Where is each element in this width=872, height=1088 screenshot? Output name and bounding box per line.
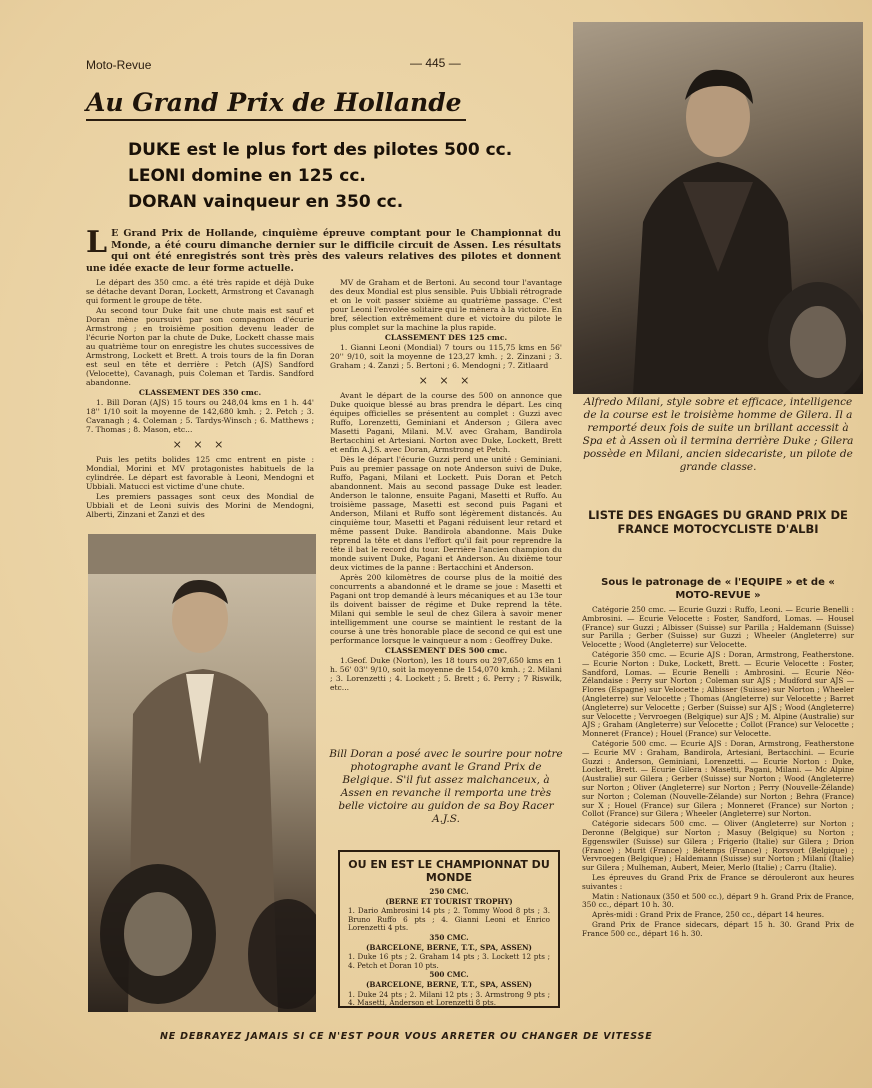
col1-paragraph: Le départ des 350 cmc. a été très rapide et déjà Duke se détache devant Doran, Lockett, Armstrong et Cavanagh qui forment le groupe de tête. — [86, 278, 314, 305]
champ-events: (BERNE ET TOURIST TROPHY) — [385, 896, 513, 906]
liste-engages — [582, 606, 854, 939]
caption-doran: Bill Doran a posé avec le sourire pour notre photographe avant le Grand Prix de Belgique. S'il fut assez malchanceux, à Assen en revanche il remporta une très belle victoire au guidon de sa Boy Racer A.J.S. — [329, 748, 563, 825]
col2-paragraph: MV de Graham et de Bertoni. Au second tour l'avantage des deux Mondial est plus sensible. Puis Ubbiali rétrograde et on le voit passer sixième au quatrième passage. C'est pour Leoni l'envolée solitaire qui le mènera à la victoire. En bref, sélection extrêmement dure et victoire du pilote le plus complet sur la machine la plus rapide. — [330, 278, 562, 332]
championnat-box — [338, 850, 560, 1008]
photo-milani — [573, 22, 863, 394]
photo-doran — [88, 534, 316, 1012]
headlines — [128, 137, 568, 215]
liste-title: LISTE DES ENGAGES DU GRAND PRIX DE FRANCE MOTOCYCLISTE D'ALBI — [588, 508, 848, 536]
champ-results: 1. Duke 16 pts ; 2. Graham 14 pts ; 3. Lockett 12 pts ; 4. Petch et Doran 10 pts. — [348, 952, 550, 970]
col1-paragraph: Au second tour Duke fait une chute mais est sauf et Doran mène poursuivi par son compagnon d'écurie Armstrong ; en troisième position devenu leader de l'écurie Norton par la chute de Duke, Lockett chasse mais au quatrième tour on enregistre les chutes successives de Armstrong, Lockett et Brett. A trois tours de la fin Doran est seul en tête et derrière : Petch (AJS) Sandford (Velocette), Cavanagh, puis Coleman et Tardis. Sandford abandonne. — [86, 306, 314, 387]
headline-doran: DORAN vainqueur en 350 cc. — [128, 192, 404, 212]
liste-paragraph: Catégorie 250 cmc. — Ecurie Guzzi : Ruffo, Leoni. — Ecurie Benelli : Ambrosini. — Ecurie Velocette : Foster, Sandford, Lomas. — Housel (France) sur Guzzi ; Albisser (Suisse) sur Parilla ; Haldemann (Suisse) sur Parilla ; Gerber (Suisse) sur Guzzi ; Wheeler (Angleterre) sur Velocette ; Wood (Angleterre) sur Velocette. — [582, 605, 854, 650]
champ-results: 1. Dario Ambrosini 14 pts ; 2. Tommy Wood 8 pts ; 3. Bruno Ruffo 6 pts ; 4. Gianni Leoni et Enrico Lorenzetti 4 pts. — [348, 906, 550, 933]
champ-category: 350 CMC. — [429, 932, 469, 942]
championnat-title: OU EN EST LE CHAMPIONNAT DU MONDE — [348, 858, 550, 884]
intro-text: E Grand Prix de Hollande, cinquième épreuve comptant pour le Championnat du Monde, a été couru dimanche dernier sur le difficile circuit de Assen. Les résultats qui ont été enregistrés sont très près des valeurs relatives des pilotes et donnent une idée exacte de leur forme actuelle. — [86, 228, 561, 274]
liste-paragraph: Catégorie 500 cmc. — Ecurie AJS : Doran, Armstrong, Featherstone — Ecurie MV : Graham, Bandirola, Artesiani, Bertacchini. — Ecurie Guzzi : Anderson, Geminiani, Lorenzetti. — Ecurie Norton : Duke, Lockett, Brett. — Ecurie Gilera : Masetti, Pagani, Milani. — Mc Alpine (Australie) sur Gilera ; Gerber (Suisse) sur Norton ; Wood (Angleterre) sur Norton ; Oliver (Angleterre) sur Norton ; Perry (Nouvelle-Zélande) sur Norton ; Coleman (Nouvelle-Zélande) sur Norton ; Behra (France) sur X ; Houel (France) sur Gilera ; Monneret (France) sur Norton ; Collot (France) sur Gilera ; Wheeler (Angleterre) sur Norton. — [582, 738, 854, 819]
liste-paragraph: Catégorie 350 cmc. — Ecurie AJS : Doran, Armstrong, Featherstone. — Ecurie Norton : Duke, Lockett, Brett. — Ecurie Velocette : Foster, Sandford, Lomas. — Ecurie Benelli : Ambrosini. — Ecurie Néo-Zélandaise : Perry sur Norton ; Coleman sur AJS ; Mudford sur AJS — Flores (Espagne) sur Velocette ; Albisser (Suisse) sur Norton ; Wheeler (Angleterre) sur Velocette ; Thomas (Angleterre) sur Velocette ; Barret (Angleterre) sur Velocette ; Gerber (Suisse) sur AJS ; Wood (Angleterre) sur Velocette ; Vervroegen (Belgique) sur AJS ; M. Alpine (Australie) sur AJS ; Graham (Angleterre) sur Velocette ; Collot (France) sur Velocette ; Monneret (France) ; Houel (France) sur Velocette. — [582, 649, 854, 739]
separator: × × × — [418, 374, 474, 387]
class350-title: CLASSEMENT DES 350 cmc. — [138, 388, 262, 397]
photo-milani-figure — [573, 22, 863, 394]
intro-paragraph — [86, 225, 561, 274]
liste-paragraph: Catégorie sidecars 500 cmc. — Oliver (Angleterre) sur Norton ; Deronne (Belgique) sur Norton ; Masuy (Belgique) su Norton ; Eggenswiler (Suisse) sur Gilera ; Frigerio (Italie) sur Gilera ; Drion (France) ; Murit (France) ; Bétemps (France) ; Rorsvort (Belgique) ; Vervroegen (Belgique) ; Haldemann (Suisse) sur Norton ; Milani (Italie) sur Gilera ; Mulheman, Aubert, Meier, Merlo (Italie) ; Carru (Italie). — [582, 819, 854, 873]
footer-slogan: NE DEBRAYEZ JAMAIS SI CE N'EST POUR VOUS ARRETER OU CHANGER DE VITESSE — [160, 1031, 653, 1042]
photo-doran-figure — [88, 534, 316, 1012]
class350-results: 1. Bill Doran (AJS) 15 tours ou 248,04 kms en 1 h. 44' 18'' 1/10 soit la moyenne de 142,680 kmh. ; 2. Petch ; 3. Cavanagh ; 4. Coleman ; 5. Tardys-Winsch ; 6. Matthews ; 7. Thomas ; 8. Mason, etc... — [86, 398, 314, 434]
champ-events: (BARCELONE, BERNE, T.T., SPA, ASSEN) — [366, 942, 532, 952]
champ-events: (BARCELONE, BERNE, T.T., SPA, ASSEN) — [366, 979, 532, 989]
caption-milani: Alfredo Milani, style sobre et efficace, intelligence de la course est le troisième homme de Gilera. Il a remporté deux fois de suite un brillant accessit à Spa et à Assen où il termina derrière Duke ; Gilera possède en Milani, ancien sidecariste, un pilote de grande classe. — [582, 396, 854, 473]
column-1 — [86, 278, 314, 520]
liste-paragraph: Matin : Nationaux (350 et 500 cc.), départ 9 h. Grand Prix de France, 350 cc., départ 10 h. 30. — [582, 891, 854, 910]
class125-results: 1. Gianni Leoni (Mondial) 7 tours ou 115,75 kms en 56' 20'' 9/10, soit la moyenne de 123,27 kmh. ; 2. Zinzani ; 3. Graham ; 4. Zanzi ; 5. Bertoni ; 6. Mendogni ; 7. Zitlaard — [330, 343, 562, 370]
champ-category: 250 CMC. — [429, 887, 469, 896]
dropcap: L — [86, 225, 108, 260]
liste-paragraph: Grand Prix de France sidecars, départ 15 h. 30. Grand Prix de France 500 cc., départ 16 h. 30. — [582, 919, 854, 938]
col2-paragraph: Après 200 kilomètres de course plus de la moitié des concurrents a abandonné et le drame se joue : Masetti et Pagani ont trop demandé à leurs mécaniques et au 13e tour ils doivent baisser de régime et Duke reprend la tête. Milani qui semble le seul de chez Gilera à savoir mener intelligemment une course se maintient le restant de la course à une très honorable place de second ce qui est une performance lorsque le vainqueur a nom : Geoffrey Duke. — [330, 573, 562, 645]
headline-leoni: LEONI domine en 125 cc. — [128, 166, 366, 186]
col1-paragraph: Puis les petits bolides 125 cmc entrent en piste : Mondial, Morini et MV protagonistes habituels de la cylindrée. Le départ est favorable à Leoni, Mendogni et Ubbiali. Matucci est victime d'une chute. — [86, 455, 314, 491]
col2-paragraph: Dès le départ l'écurie Guzzi perd une unité : Geminiani. Puis au premier passage on note Anderson suivi de Duke, Ruffo, Pagani, Milani et Lockett. Puis Doran et Petch abandonnent. Mais au second passage Duke est leader. Anderson le talonne, ensuite Pagani, Masetti et Ruffo. Au troisième passage, Masetti est second puis Pagani et Anderson, Milani et Ruffo sont légèrement distancés. Au cinquième tour, Masetti et Pagani réduisent leur retard et même passent Duke. Bandirola abandonne. Mais Duke reprend la tête et dans l'effort qu'il fait pour reprendre la tête il bat le record du tour. Derrière l'ancien champion du monde suivent Duke, Pagani et Anderson. Au dixième tour deux victimes de la panne : Bertacchini et Anderson. — [330, 455, 562, 572]
headline-duke: DUKE est le plus fort des pilotes 500 cc. — [128, 140, 513, 160]
column-2 — [330, 278, 562, 693]
liste-patronage: Sous le patronage de « l'EQUIPE » et de « MOTO-REVUE » — [601, 577, 835, 601]
class125-title: CLASSEMENT DES 125 cmc. — [384, 333, 508, 342]
champ-results: 1. Duke 24 pts ; 2. Milani 12 pts ; 3. Armstrong 9 pts ; 4. Masetti, Anderson et Lorenzetti 8 pts. — [348, 989, 550, 1008]
liste-paragraph: Après-midi : Grand Prix de France, 250 cc., départ 14 heures. — [592, 910, 825, 920]
magazine-name: Moto-Revue — [86, 58, 152, 72]
class500-results: 1.Geof. Duke (Norton), les 18 tours ou 297,650 kms en 1 h. 56' 03'' 9/10, soit la moyenne de 154,070 kmh. ; 2. Milani ; 3. Lorenzetti ; 4. Lockett ; 5. Brett ; 6. Perry ; 7 Riswilk, etc... — [330, 656, 562, 692]
champ-category: 500 CMC. — [429, 970, 469, 980]
class500-title: CLASSEMENT DES 500 cmc. — [384, 646, 508, 655]
liste-paragraph: Les épreuves du Grand Prix de France se dérouleront aux heures suivantes : — [582, 872, 854, 891]
col2-paragraph: Avant le départ de la course des 500 on annonce que Duke quoique blessé au bras prendra le départ. Les cinq équipes officielles se présentent au complet : Guzzi avec Ruffo, Lorenzetti, Geminiani et Anderson ; Gilera avec Masetti Pagani, Milani. M.V. avec Graham, Bandirola Bertacchini et Artesiani. Norton avec Duke, Lockett, Brett et enfin A.J.S. avec Doran, Armstrong et Petch. — [330, 391, 562, 454]
page-number: — 445 — — [410, 56, 461, 70]
article-title: Au Grand Prix de Hollande — [86, 88, 466, 121]
col1-paragraph: Les premiers passages sont ceux des Mondial de Ubbiali et de Leoni suivis des Morini de Mendogni, Alberti, Zinzani et Zanzi et des — [86, 492, 314, 519]
championnat-standings — [348, 888, 550, 1008]
separator: × × × — [172, 438, 228, 451]
